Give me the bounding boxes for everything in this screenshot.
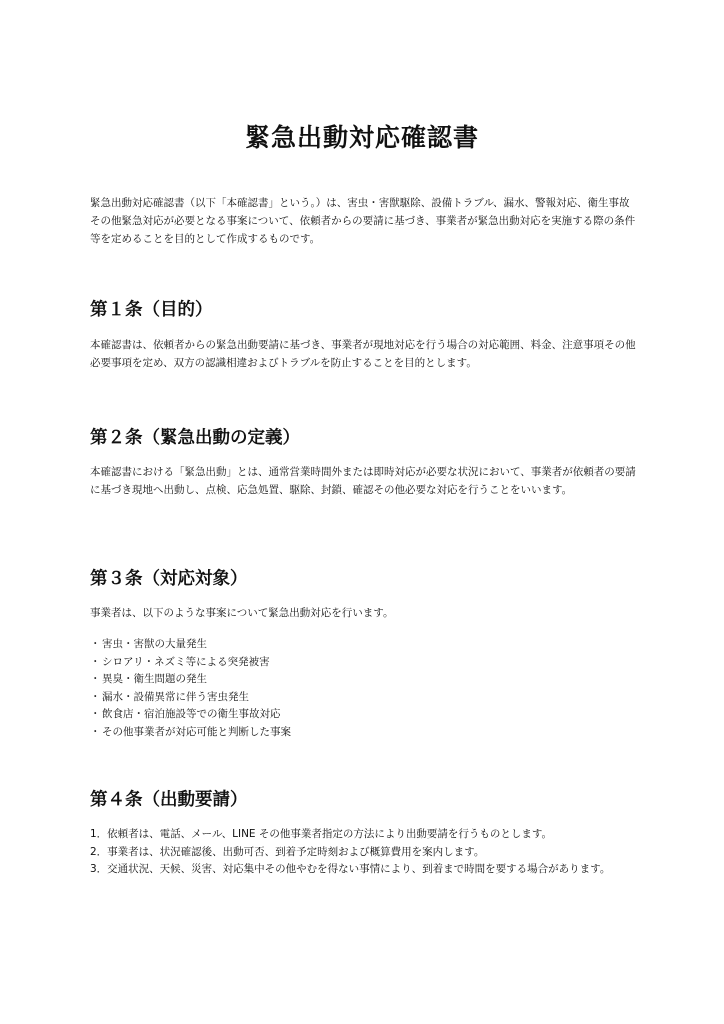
list-item-text: その他事業者が対応可能と判断した事案: [102, 725, 291, 738]
list-item-text: 異臭・衛生問題の発生: [102, 673, 207, 686]
intro-paragraph: 緊急出動対応確認書（以下「本確認書」という。）は、害虫・害獣駆除、設備トラブル、漏水、警報対応、衛生事故その他緊急対応が必要となる事案について、依頼者からの要請に基づき、事業者が緊急出動対応を実施する際の条件等を定めることを目的として作成するものです。: [90, 197, 636, 245]
list-item: 3．交通状況、天候、災害、対応集中その他やむを得ない事情により、到着まで時間を要する場合があります。: [90, 863, 611, 876]
list-item: [90, 636, 638, 654]
list-item-text: シロアリ・ネズミ等による突発被害: [102, 655, 270, 668]
list-item: [90, 689, 638, 707]
list-item: [90, 724, 638, 742]
article-3-list: [90, 636, 638, 742]
document-title: 緊急出動対応確認書: [244, 123, 479, 152]
list-item: 1．依頼者は、電話、メール、LINE その他事業者指定の方法により出動要請を行うものとします。: [90, 828, 553, 840]
list-item-text: 漏水・設備異常に伴う害虫発生: [102, 690, 249, 703]
list-item: [90, 654, 638, 672]
list-item: [90, 706, 638, 724]
list-item-text: 害虫・害獣の大量発生: [102, 638, 207, 650]
bullet-mark: ・: [90, 673, 101, 686]
bullet-mark: ・: [90, 725, 101, 738]
article-4-list: [90, 826, 638, 879]
list-item: 2．事業者は、状況確認後、出動可否、到着予定時刻および概算費用を案内します。: [90, 845, 485, 858]
bullet-mark: ・: [90, 708, 101, 721]
article-4-heading: 第４条（出動要請）: [90, 790, 248, 810]
bullet-mark: ・: [90, 655, 101, 668]
article-3-heading: 第３条（対応対象）: [90, 569, 248, 589]
article-1-body: 本確認書は、依頼者からの緊急出動要請に基づき、事業者が現地対応を行う場合の対応範囲、料金、注意事項その他必要事項を定め、双方の認識相違およびトラブルを防止することを目的とします。: [90, 339, 636, 369]
list-item-text: 飲食店・宿泊施設等での衛生事故対応: [102, 708, 281, 721]
article-1-heading: 第１条（目的）: [90, 300, 213, 320]
article-3-body: 事業者は、以下のような事案について緊急出動対応を行います。: [90, 607, 394, 619]
bullet-mark: ・: [90, 690, 101, 703]
list-item: [90, 671, 638, 689]
article-2-body: 本確認書における「緊急出動」とは、通常営業時間外または即時対応が必要な状況において、事業者が依頼者の要請に基づき現地へ出動し、点検、応急処置、駆除、封鎖、確認その他必要な対応を行うことをいいます。: [90, 466, 636, 496]
bullet-mark: ・: [90, 638, 101, 650]
article-2-heading: 第２条（緊急出動の定義）: [90, 428, 300, 448]
